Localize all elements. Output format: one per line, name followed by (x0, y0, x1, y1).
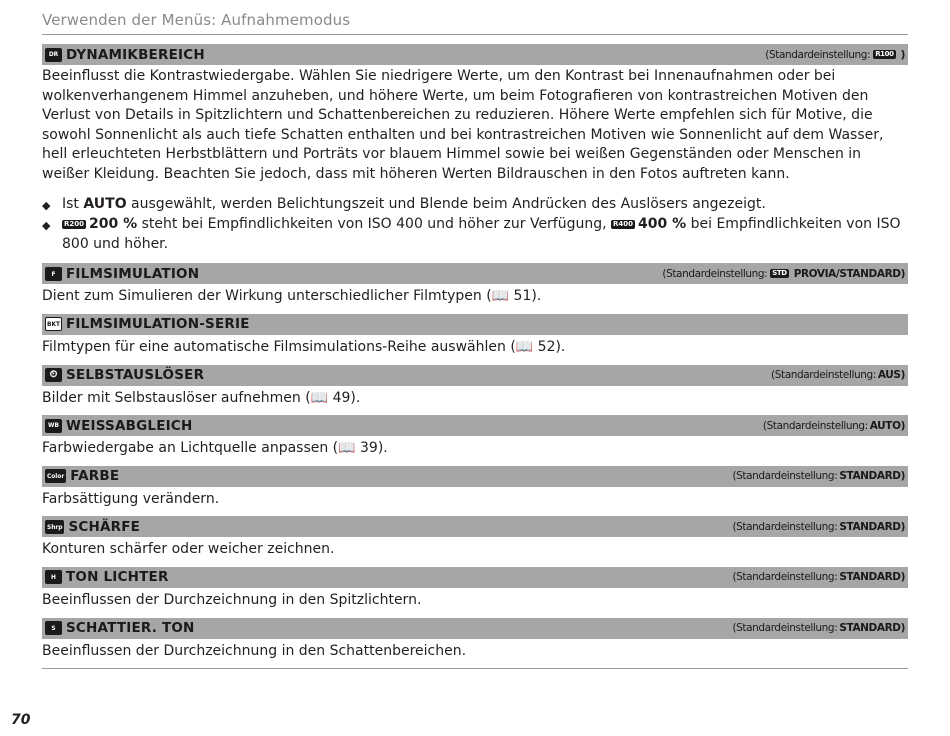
section-bar (42, 567, 908, 588)
default-setting (732, 622, 905, 634)
default-value: STANDARD) (839, 470, 905, 483)
section-description: Konturen schärfer oder weicher zeichnen. (42, 541, 335, 558)
notes (42, 195, 908, 255)
menu-content (42, 44, 908, 668)
default-setting (765, 49, 905, 61)
section-description: Beeinflussen der Durchzeichnung in den Schattenbereichen. (42, 642, 467, 659)
section-title: FILMSIMULATION-SERIE (66, 316, 250, 333)
default-prefix: (Standardeinstellung: (771, 369, 876, 382)
section-bar (42, 44, 908, 65)
section-color (42, 466, 908, 510)
note-text: steht bei Empfindlichkeiten von ISO 400 und höher zur Verfügung, (137, 216, 612, 233)
section-description: Farbwiedergabe an Lichtquelle anpassen (📖 39). (42, 440, 388, 457)
default-setting (771, 369, 905, 381)
film-bracketing-icon: BKT (45, 317, 62, 331)
default-value: STANDARD) (839, 571, 905, 584)
section-white-balance (42, 415, 908, 459)
note-bold: AUTO (83, 195, 127, 212)
note-item (42, 215, 908, 254)
default-prefix: (Standardeinstellung: (732, 571, 838, 584)
section-title: FILMSIMULATION (66, 265, 200, 282)
note-text: bei Empfindlichkeiten von ISO 800 und höher. (62, 216, 901, 252)
default-value: PROVIA/STANDARD) (793, 267, 905, 280)
section-title: WEISSABGLEICH (66, 417, 193, 434)
section-highlight-tone (42, 567, 908, 611)
default-value: STANDARD) (839, 520, 905, 533)
section-bar (42, 365, 908, 386)
default-value: AUS) (877, 369, 905, 382)
default-badge: R100 (875, 50, 894, 58)
default-value: STANDARD) (839, 622, 905, 634)
default-setting (662, 268, 905, 280)
section-bar (42, 263, 908, 284)
default-prefix: (Standardeinstellung: (662, 267, 768, 280)
note-bold: 400 % (638, 216, 687, 233)
self-timer-icon: ⏲ (45, 368, 62, 382)
section-description: Bilder mit Selbstauslöser aufnehmen (📖 49). (42, 389, 361, 406)
note-text: ausgewählt, werden Belichtungszeit und Blende beim Andrücken des Auslösers angezeigt. (126, 195, 766, 212)
default-prefix: (Standardeinstellung: (765, 48, 871, 61)
section-bar (42, 516, 908, 537)
section-bar (42, 314, 908, 335)
default-setting (763, 420, 905, 432)
section-description: Beeinflussen der Durchzeichnung in den Spitzlichtern. (42, 591, 422, 608)
section-dynamic-range (42, 44, 908, 254)
section-film-simulation (42, 263, 908, 307)
section-title: SELBSTAUSLÖSER (66, 367, 205, 384)
section-title: DYNAMIKBEREICH (66, 46, 205, 63)
section-description: Beeinflusst die Kontrastwiedergabe. Wählen Sie niedrigere Werte, um den Kontrast bei Innenaufnahmen oder bei wolkenverhangenem Himmel anzuheben, und höhere Werte, um beim Fotografieren von kontrastreichen Motiven den Verlust von Details in Spitzlichtern und Schattenbereichen zu reduzieren. Höhere Werte empfehlen sich für Motive, die sowohl Sonnenlicht als auch tiefe Schatten enthalten und bei kontrastreichen Motiven wie Sonnenlicht auf dem Wasser, hell erleuchteten Herbstblättern und Porträts vor blauem Himmel sowie bei weißen Gegenständen oder Menschen in weißer Kleidung. Beachten Sie jedoch, dass mit höheren Werten Bildrauschen in den Fotos auftreten kann. (42, 68, 884, 182)
page-header-title: Verwenden der Menüs: Aufnahmemodus (42, 11, 351, 29)
section-film-bracketing (42, 314, 908, 358)
sharpness-icon: Shrp (45, 520, 64, 534)
default-setting (732, 521, 905, 533)
section-description: Dient zum Simulieren der Wirkung unterschiedlicher Filmtypen (📖 51). (42, 288, 542, 305)
shadow-tone-icon: S (45, 621, 62, 635)
default-setting (732, 571, 905, 583)
section-title: TON LICHTER (66, 569, 169, 586)
section-shadow-tone (42, 618, 908, 662)
section-description: Filmtypen für eine automatische Filmsimulations-Reihe auswählen (📖 52). (42, 338, 566, 355)
section-sharpness (42, 516, 908, 560)
section-title: SCHATTIER. TON (66, 620, 195, 636)
note-bold: 200 % (89, 216, 138, 233)
film-simulation-icon: F (45, 267, 62, 281)
default-prefix: (Standardeinstellung: (732, 520, 838, 533)
white-balance-icon: WB (45, 419, 62, 433)
section-bar (42, 618, 908, 639)
default-value: AUTO) (869, 419, 905, 432)
note-marker-icon: ◆ (42, 219, 51, 233)
note-text: Ist (62, 195, 84, 212)
section-title: FARBE (70, 468, 120, 485)
section-self-timer (42, 365, 908, 409)
section-description: Farbsättigung verändern. (42, 490, 220, 507)
page-number: 70 (11, 712, 31, 728)
default-badge: STD (772, 269, 787, 278)
dynamic-range-icon: DR (45, 48, 62, 62)
note-item (42, 195, 908, 216)
footer-divider (42, 668, 908, 669)
note-marker-icon: ◆ (42, 198, 51, 212)
highlight-tone-icon: H (45, 570, 62, 584)
default-prefix: (Standardeinstellung: (732, 622, 838, 634)
dr400-badge-icon: R400 (613, 220, 634, 229)
default-value: ) (900, 48, 905, 61)
color-icon: Color (45, 469, 66, 483)
page-header (42, 10, 908, 35)
section-bar (42, 415, 908, 436)
section-bar (42, 466, 908, 487)
default-prefix: (Standardeinstellung: (762, 419, 868, 432)
section-title: SCHÄRFE (68, 518, 141, 535)
dr200-badge-icon: R200 (64, 220, 85, 229)
default-prefix: (Standardeinstellung: (732, 470, 838, 483)
default-setting (732, 470, 905, 482)
